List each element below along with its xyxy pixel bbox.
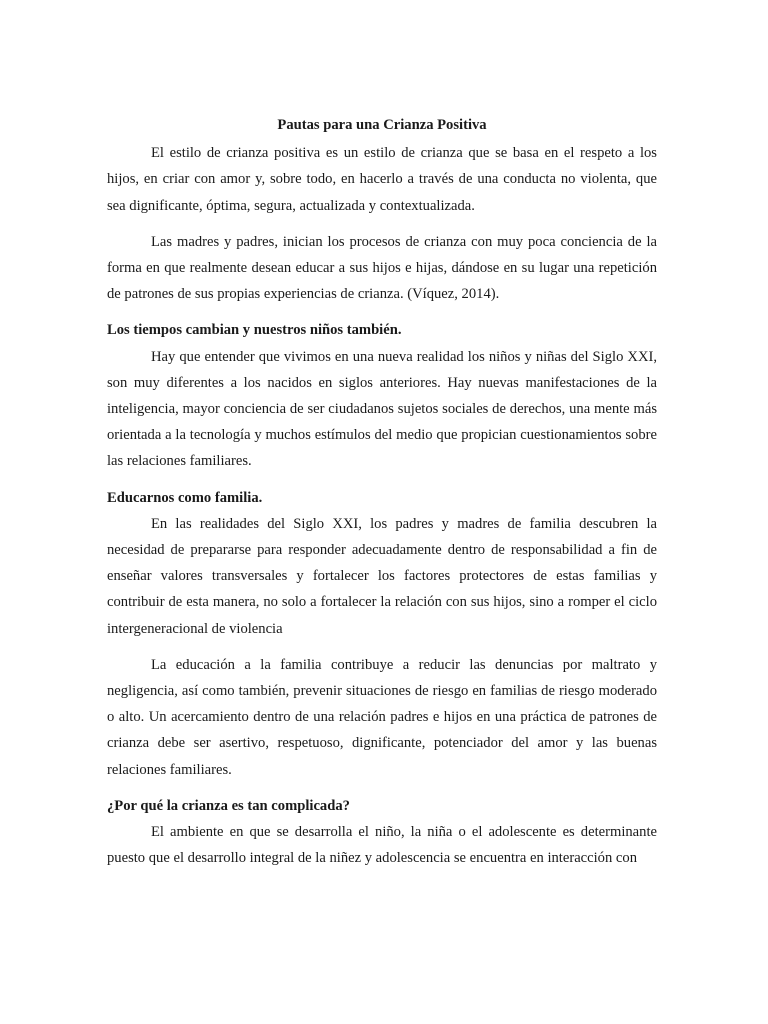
heading-educarnos-familia: Educarnos como familia. bbox=[107, 489, 263, 506]
heading-tiempos-cambian: Los tiempos cambian y nuestros niños también. bbox=[107, 322, 402, 339]
paragraph-madres-padres: Las madres y padres, inician los procesos de crianza con muy poca conciencia de la forma en que realmente desean educar a sus hijos e hijas, dándose en su lugar una repetición de patrones de sus propias experiencias de crianza. (Víquez, 2014). bbox=[107, 233, 657, 303]
paragraph-crianza-positiva: El estilo de crianza positiva es un estilo de crianza que se basa en el respeto a los hijos, en criar con amor y, sobre todo, en hacerlo a través de una conducta no violenta, que sea dignificante, óptima, segura, actualizada y contextualizada. bbox=[107, 145, 657, 214]
paragraph-ambiente: El ambiente en que se desarrolla el niño, la niña o el adolescente es determinante puesto que el desarrollo integral de la niñez y adolescencia se encuentra en interacción con bbox=[107, 824, 657, 867]
document-title: Pautas para una Crianza Positiva bbox=[277, 117, 487, 133]
paragraph-siglo-xxi: En las realidades del Siglo XXI, los padres y madres de familia descubren la necesidad de prepararse para responder adecuadamente dentro de responsabilidad a fin de enseñar valores transversales y fortalecer los factores protectores de estas familias y contribuir de esta manera, no solo a fortalecer la relación con sus hijos, sino a romper el ciclo intergeneracional de violencia bbox=[107, 515, 657, 637]
heading-crianza-complicada: ¿Por qué la crianza es tan complicada? bbox=[107, 797, 350, 814]
document-page bbox=[107, 100, 657, 881]
paragraph-nueva-realidad: Hay que entender que vivimos en una nueva realidad los niños y niñas del Siglo XXI, son muy diferentes a los nacidos en siglos anteriores. Hay nuevas manifestaciones de la inteligencia, mayor conciencia de ser ciudadanos sujetos sociales de derechos, una mente más orientada a la tecnología y muchos estímulos del medio que propician cuestionamientos sobre las relaciones familiares. bbox=[107, 348, 657, 470]
paragraph-educacion-familia: La educación a la familia contribuye a reducir las denuncias por maltrato y negligencia, así como también, prevenir situaciones de riesgo en familias de riesgo moderado o alto. Un acercamiento dentro de una relación padres e hijos en una práctica de patrones de crianza debe ser asertivo, respetuoso, dignificante, potenciador del amor y las buenas relaciones familiares. bbox=[107, 656, 657, 778]
